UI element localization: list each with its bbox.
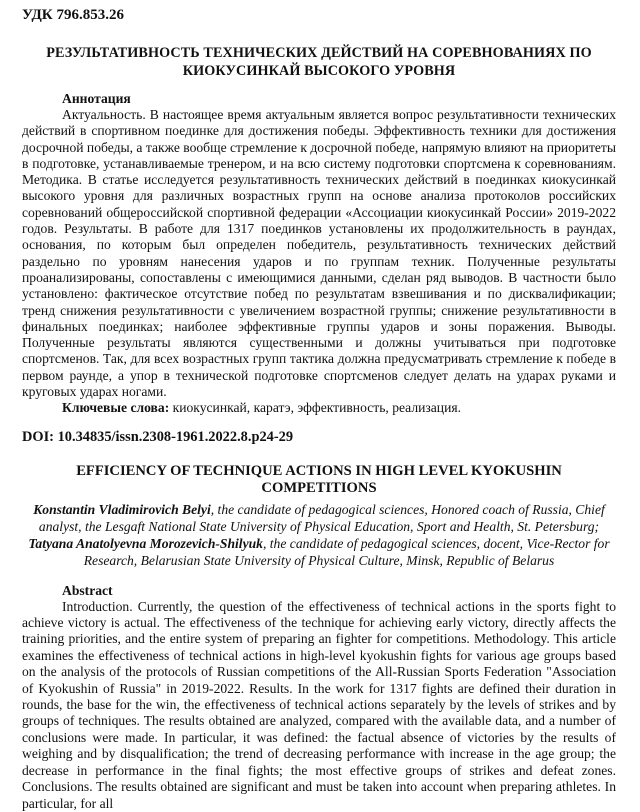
authors-block (22, 501, 616, 569)
ru-abstract-heading: Аннотация (62, 91, 131, 106)
doi-line[interactable]: DOI: 10.34835/issn.2308-1961.2022.8.p24-29 (22, 428, 294, 445)
en-article-title: EFFICIENCY OF TECHNIQUE ACTIONS IN HIGH LEVEL KYOKUSHIN COMPETITIONS (76, 462, 562, 496)
ru-keywords-text: киокусинкай, каратэ, эффективность, реализация. (169, 400, 462, 416)
author1-name: Konstantin Vladimirovich Belyi (33, 501, 211, 517)
en-abstract-text: Introduction. Currently, the question of the effectiveness of technical actions in the sports fight to achieve victory is actual. The effectiveness of the technique for achieving early victory, directly affects the training priorities, and the entire system of preparing an fighter for competitions. Methodology. This article examines the effectiveness of technical actions in high-level kyokushin fights for various age groups based on the analysis of the protocols of Russian competitions of the All-Russian Sports Federation "Association of Kyokushin of Russia" in 2019-2022. Results. In the work for 1317 fights are defined their duration in rounds, the base for the win, the effectiveness of technical actions separately by the levels of strikes and by groups of techniques. The results obtained are analyzed, compared with the available data, and a number of conclusions were made. In particular, it was defined: the factual absence of victories by the results of weighing and by disqualification; the trend of decreasing performance with increase in the age group; the decrease in performance in the final fights; the most effective groups of strikes and defeat zones. Conclusions. The results obtained are significant and must be taken into account when preparing athletes. In particular, for all (22, 598, 616, 811)
en-abstract-heading: Abstract (62, 582, 113, 598)
author2-info: , the candidate of pedagogical sciences, docent, Vice-Rector for Research, Belarusian State University of Physical Culture, Minsk, Republic of Belarus (83, 535, 610, 568)
author2-name: Tatyana Anatolyevna Morozevich-Shilyuk (28, 535, 263, 551)
ru-keywords (62, 400, 616, 416)
udc-code: УДК 796.853.26 (22, 7, 124, 23)
ru-keywords-label: Ключевые слова: (62, 400, 170, 416)
ru-abstract-text: Актуальность. В настоящее время актуальным является вопрос результативности технических действий в спортивном поединке для достижения победы. Эффективность техники для достижения досрочной победы, а также вообще стремление к досрочной победе, напрямую влияют на приоритеты в подготовке, устанавливаемые тренером, и на всю систему подготовки спортсмена к соревнованиям. Методика. В статье исследуется результативность технических действий в поединках киокусинкай высокого уровня для различных возрастных групп на основе анализа протоколов российских соревнований общероссийской спортивной федерации «Ассоциации киокусинкай России» 2019-2022 годов. Результаты. В работе для 1317 поединков установлены их продолжительность в раундах, основания, по которым был определен победитель, результативность технических действий раздельно по уровням нанесения ударов и по группам техник. Полученные результаты проанализированы, сопоставлены с имеющимися данными, сделан ряд выводов. В частности было установлено: фактическое отсутствие побед по результатам взвешивания и по дисквалификации; тренд снижения результативности с увеличением возрастной группы; снижение результативности в финальных поединках; наиболее эффективные группы ударов и зоны поражения. Выводы. Полученные результаты являются существенными и должны учитываться при подготовке спортсменов. Так, для всех возрастных групп тактика должна предусматривать стремление к победе в первом раунде, а упор в технической подготовке спортсменов следует делать на ударах руками и круговых ударах ногами. (22, 107, 616, 400)
author1-info: , the candidate of pedagogical sciences, Honored coach of Russia, Chief analyst, the Lesgaft National State University of Physical Education, Sport and Health, St. Petersburg; (38, 501, 605, 534)
ru-article-title: РЕЗУЛЬТАТИВНОСТЬ ТЕХНИЧЕСКИХ ДЕЙСТВИЙ НА СОРЕВНОВАНИЯХ ПО КИОКУСИНКАЙ ВЫСОКОГО УРОВНЯ (46, 45, 592, 79)
